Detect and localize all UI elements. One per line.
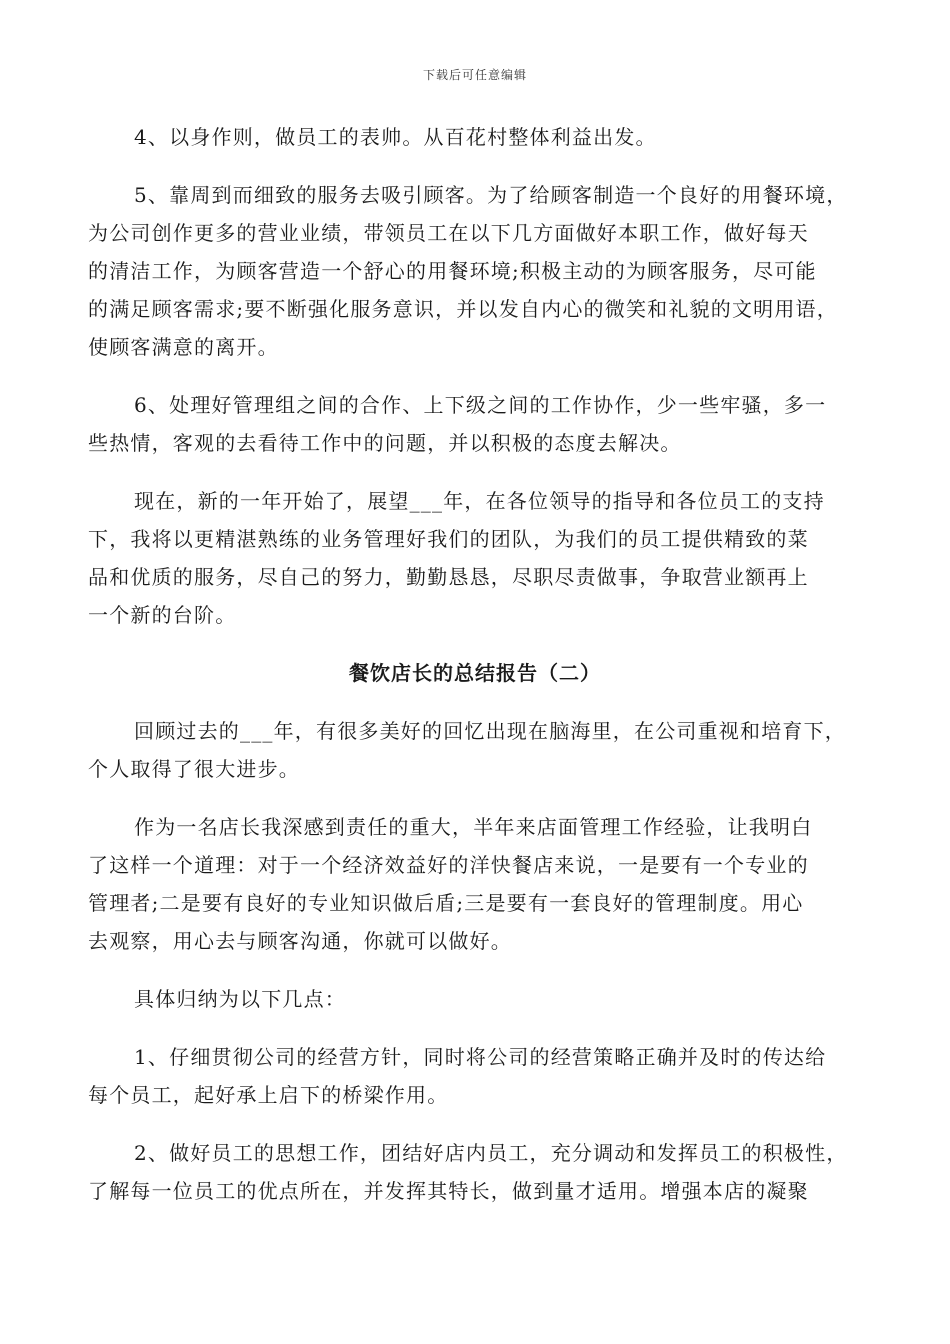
text-line: 一个新的台阶。 [88,603,237,627]
text-line: 现在，新的一年开始了，展望___年，在各位领导的指导和各位员工的支持 [134,489,825,513]
text-line: 使顾客满意的离开。 [88,335,279,359]
text-line: 些热情，客观的去看待工作中的问题，并以积极的态度去解决。 [88,431,682,455]
text-line: 了解每一位员工的优点所在，并发挥其特长，做到量才适用。增强本店的凝聚 [88,1179,809,1203]
page-header: 下载后可任意编辑 [422,68,527,82]
text-line: 回顾过去的___年，有很多美好的回忆出现在脑海里，在公司重视和培育下， [134,719,846,743]
text-line: 了这样一个道理：对于一个经济效益好的洋快餐店来说，一是要有一个专业的 [88,853,809,877]
text-line: 2、做好员工的思想工作，团结好店内员工，充分调动和发挥员工的积极性， [134,1141,848,1165]
text-line: 1、仔细贯彻公司的经营方针，同时将公司的经营策略正确并及时的传达给 [134,1045,827,1069]
section-title: 餐饮店长的总结报告（二） [349,661,601,685]
text-line: 个人取得了很大进步。 [88,757,300,781]
text-line: 管理者;二是要有良好的专业知识做后盾;三是要有一套良好的管理制度。用心 [88,891,804,915]
text-line: 的满足顾客需求;要不断强化服务意识，并以发自内心的微笑和礼貌的文明用语， [88,297,838,321]
text-line: 去观察，用心去与顾客沟通，你就可以做好。 [88,929,512,953]
text-line: 每个员工，起好承上启下的桥梁作用。 [88,1083,449,1107]
text-line: 具体归纳为以下几点： [134,987,346,1011]
text-line: 6、处理好管理组之间的合作、上下级之间的工作协作，少一些牢骚，多一 [134,393,827,417]
text-line: 4、以身作则，做员工的表帅。从百花村整体利益出发。 [134,125,657,149]
text-line: 下，我将以更精湛熟练的业务管理好我们的团队，为我们的员工提供精致的菜 [88,527,809,551]
text-line: 作为一名店长我深感到责任的重大，半年来店面管理工作经验，让我明白 [134,815,813,839]
text-line: 品和优质的服务，尽自己的努力，勤勤恳恳，尽职尽责做事，争取营业额再上 [88,565,809,589]
text-line: 的清洁工作，为顾客营造一个舒心的用餐环境;积极主动的为顾客服务，尽可能 [88,259,817,283]
text-line: 为公司创作更多的营业业绩，带领员工在以下几方面做好本职工作，做好每天 [88,221,809,245]
text-line: 5、靠周到而细致的服务去吸引顾客。为了给顾客制造一个良好的用餐环境， [134,183,848,207]
